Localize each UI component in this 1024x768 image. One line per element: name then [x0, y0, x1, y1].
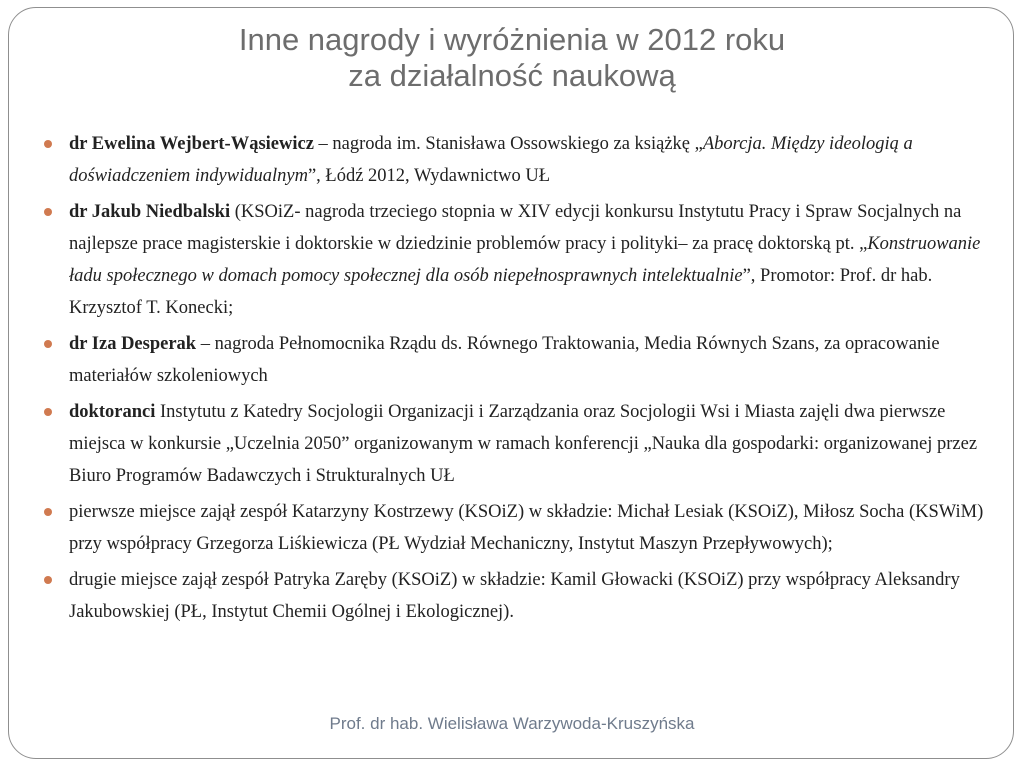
item-text: – nagroda Pełnomocnika Rządu ds. Równego Traktowania, Media Równych Szans, za opracowanie materiałów szkoleniowych	[69, 334, 940, 386]
title-line-2: za działalność naukową	[348, 58, 676, 93]
book-title: Aborcja. Między ideologią a doświadczeniem indywidualnym	[69, 134, 913, 186]
item-text: (KSOiZ- nagroda trzeciego stopnia w XIV edycji konkursu Instytutu Pracy i Spraw Socjalnych na najlepsze prace magisterskie i doktorskie w dziedzinie problemów pracy i polityki– za pracę doktorską pt. „	[69, 202, 962, 254]
title-line-1: Inne nagrody i wyróżnienia w 2012 roku	[238, 22, 786, 57]
awardee-name: dr Jakub Niedbalski	[69, 202, 231, 222]
item-text: Instytutu z Katedry Socjologii Organizacji i Zarządzania oraz Socjologii Wsi i Miasta zajęli dwa pierwsze miejsca w konkursie „Uczelnia 2050” organizowanym w ramach konferencji „Nauka dla gospodarki: organizowanej przez Biuro Programów Badawczych i Strukturalnych UŁ	[69, 402, 978, 486]
list-item	[44, 496, 994, 560]
award-list	[44, 128, 994, 632]
item-text-end: ”, Promotor: Prof. dr hab. Krzysztof T. Konecki;	[69, 266, 933, 318]
list-item	[44, 328, 994, 392]
item-text-end: ”, Łódź 2012, Wydawnictwo UŁ	[307, 166, 551, 186]
list-item	[44, 564, 994, 628]
slide-footer: Prof. dr hab. Wielisława Warzywoda-Kruszyńska	[329, 714, 695, 733]
awardee-name: dr Iza Desperak	[69, 334, 197, 354]
slide-title	[40, 22, 984, 94]
item-text: – nagroda im. Stanisława Ossowskiego za książkę „	[313, 134, 703, 154]
item-text: pierwsze miejsce zajął zespół Katarzyny Kostrzewy (KSOiZ) w składzie: Michał Lesiak (KSOiZ), Miłosz Socha (KSWiM) przy współpracy Grzegorza Liśkiewicza (PŁ Wydział Mechaniczny, Instytut Maszyn Przepływowych);	[69, 502, 984, 554]
item-text: drugie miejsce zajął zespół Patryka Zaręby (KSOiZ) w składzie: Kamil Głowacki (KSOiZ) przy współpracy Aleksandry Jakubowskiej (PŁ, Instytut Chemii Ogólnej i Ekologicznej).	[69, 570, 960, 622]
list-item	[44, 128, 994, 192]
list-item	[44, 396, 994, 492]
thesis-title: Konstruowanie ładu społecznego w domach pomocy społecznej dla osób niepełnosprawnych intelektualnie	[69, 234, 981, 286]
list-item	[44, 196, 994, 324]
awardee-name: doktoranci	[69, 402, 156, 422]
awardee-name: dr Ewelina Wejbert-Wąsiewicz	[69, 134, 314, 154]
